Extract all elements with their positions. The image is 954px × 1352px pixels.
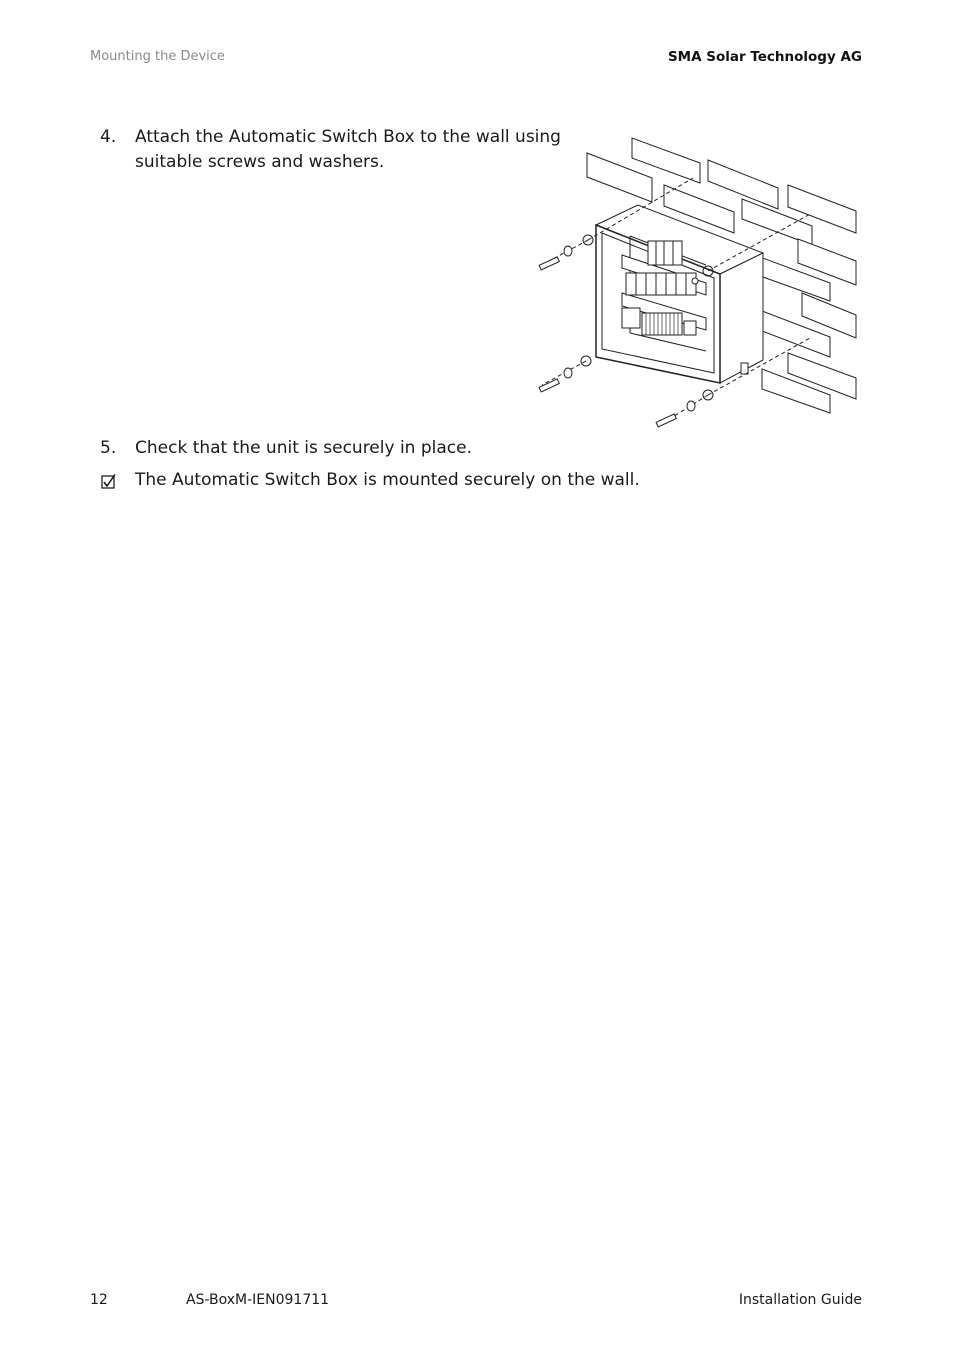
step-number: 5. (100, 438, 117, 458)
footer-doc-id: AS-BoxM-IEN091711 (186, 1292, 330, 1308)
header-company-name: SMA Solar Technology AG (667, 49, 862, 65)
checked-box-icon (101, 474, 116, 489)
footer-page-number: 12 (90, 1292, 108, 1308)
step-text-line: Attach the Automatic Switch Box to the wall using (135, 127, 561, 147)
step-text-line: suitable screws and washers. (135, 152, 385, 172)
footer-doc-title: Installation Guide (738, 1292, 862, 1308)
result-text: The Automatic Switch Box is mounted securely on the wall. (135, 470, 640, 490)
wall-mounting-illustration (530, 133, 864, 433)
step-number: 4. (100, 127, 117, 147)
step-text-line: Check that the unit is securely in place. (135, 438, 472, 458)
header-section-title: Mounting the Device (90, 49, 225, 64)
